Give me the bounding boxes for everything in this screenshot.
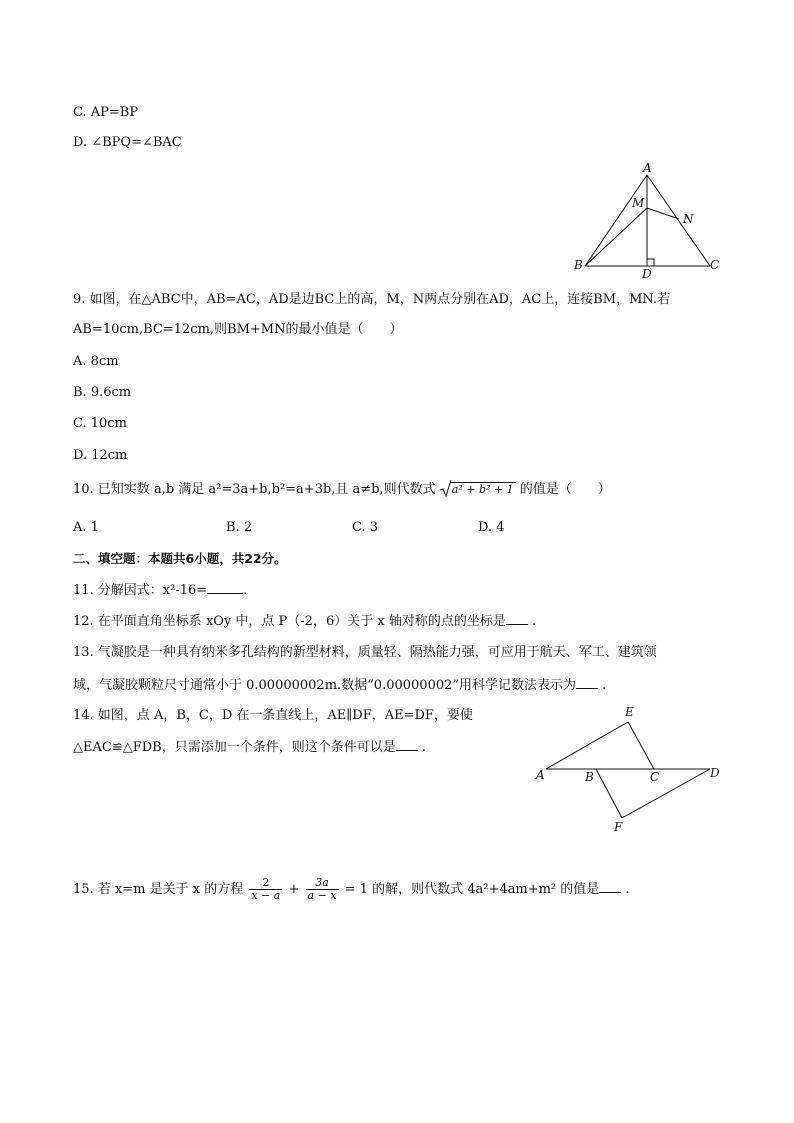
q13-stem-line1: 13. 气凝胶是一种具有纳米多孔结构的新型材料，质量轻、隔热能力强，可应用于航天、军工、建筑领 xyxy=(73,645,657,660)
q9-stem-line1: 9. 如图，在△ABC中，AB=AC，AD是边BC上的高，M，N两点分别在AD，AC上，连接BM，MN.若 xyxy=(73,292,671,307)
q10-sqrt-expression xyxy=(440,481,516,499)
q15-fraction-1 xyxy=(249,877,282,902)
label-c: C xyxy=(650,770,660,784)
label-a: A xyxy=(643,161,652,175)
label-m: M xyxy=(632,196,645,210)
q10-radicand: a² + b² + 1 xyxy=(451,483,514,496)
q15-frac1-denominator: x − a xyxy=(251,889,281,902)
q15-frac2-numerator: 3a xyxy=(315,876,329,889)
label-b: B xyxy=(585,770,594,784)
q14-stem-line1: 14. 如图，点 A，B，C，D 在一条直线上，AE∥DF，AE=DF，要使 xyxy=(73,708,473,723)
segment-bm xyxy=(585,208,647,266)
q15-text-before: 15. 若 x=m 是关于 x 的方程 xyxy=(73,882,244,897)
q13-text-line2: 域，气凝胶颗粒尺寸通常小于 0.00000002m.数据“0.00000002”用科学记数法表示为 xyxy=(73,678,577,693)
q8-option-d: D. ∠BPQ=∠BAC xyxy=(73,135,182,150)
q13-end: . xyxy=(602,678,607,693)
label-b: B xyxy=(574,258,583,272)
q14-stem-line2 xyxy=(73,738,426,757)
q12-end: . xyxy=(531,614,537,629)
q9-option-b: B. 9.6cm xyxy=(73,385,132,400)
q15-fraction-2 xyxy=(306,877,339,902)
q15-end: . xyxy=(625,882,630,897)
q11-answer-blank[interactable] xyxy=(207,581,243,594)
q10-text-before: 10. 已知实数 a,b 满足 a²=3a+b,b²=a+3b,且 a≠b,则代数式 xyxy=(73,482,436,497)
q14-figure xyxy=(530,700,730,840)
q9-option-c: C. 10cm xyxy=(73,416,127,431)
q14-answer-blank[interactable] xyxy=(396,738,418,751)
q15-frac1-numerator: 2 xyxy=(262,876,270,889)
q11-end: . xyxy=(243,583,248,598)
section-2-points: 22 xyxy=(244,551,262,566)
segment-df xyxy=(622,769,710,818)
segment-ae xyxy=(546,722,628,769)
label-e: E xyxy=(625,705,634,719)
label-c: C xyxy=(710,258,720,272)
radical-sign-icon xyxy=(440,479,452,497)
label-n: N xyxy=(683,212,694,226)
q9-triangle-figure xyxy=(565,160,735,280)
segment-ec xyxy=(628,722,654,769)
label-f: F xyxy=(614,820,623,834)
segment-ab xyxy=(585,175,647,266)
label-d: D xyxy=(710,766,720,780)
q10-option-c: C. 3 xyxy=(352,520,379,535)
segment-fb xyxy=(596,769,622,818)
q9-option-d: D. 12cm xyxy=(73,448,128,463)
segment-ac xyxy=(647,175,710,266)
label-d: D xyxy=(642,267,652,280)
q8-option-c: C. AP=BP xyxy=(73,105,139,120)
q11-text: 11. 分解因式：x²-16= xyxy=(73,583,208,598)
q15-frac2-denominator: a − x xyxy=(307,889,337,902)
q12-answer-blank[interactable] xyxy=(506,612,528,625)
section-2-prefix: 二、填空题：本题共 xyxy=(73,551,186,566)
label-a: A xyxy=(536,768,545,782)
q9-stem-line2: AB=10cm,BC=12cm,则BM+MN的最小值是（ ） xyxy=(73,322,403,337)
q14-end: . xyxy=(421,740,426,755)
q11-stem xyxy=(73,581,247,600)
q15-plus: + xyxy=(288,882,300,897)
q10-option-b: B. 2 xyxy=(226,520,253,535)
section-2-count: 6 xyxy=(185,551,195,566)
section-2-suffix: 分。 xyxy=(261,551,287,566)
q10-option-a: A. 1 xyxy=(73,520,99,535)
right-angle-mark xyxy=(647,259,654,266)
q14-text-line2: △EAC≌△FDB，只需添加一个条件，则这个条件可以是 xyxy=(73,740,396,755)
q12-stem xyxy=(73,612,536,631)
q15-answer-blank[interactable] xyxy=(599,880,621,893)
q15-equals: = 1 xyxy=(344,882,368,897)
q10-option-d: D. 4 xyxy=(478,520,505,535)
section-2-middle: 小题，共 xyxy=(194,551,245,566)
q13-stem-line2 xyxy=(73,676,606,695)
q15-stem xyxy=(73,877,630,902)
q10-stem xyxy=(73,481,611,499)
q10-text-after: 的值是（ ） xyxy=(519,482,611,497)
q13-answer-blank[interactable] xyxy=(576,676,598,689)
q9-option-a: A. 8cm xyxy=(73,354,119,369)
q12-text: 12. 在平面直角坐标系 xOy 中，点 P（-2，6）关于 x 轴对称的点的坐标是 xyxy=(73,614,506,629)
section-2-heading xyxy=(73,550,287,568)
q15-text-after: 的解，则代数式 4a²+4am+m² 的值是 xyxy=(372,882,600,897)
